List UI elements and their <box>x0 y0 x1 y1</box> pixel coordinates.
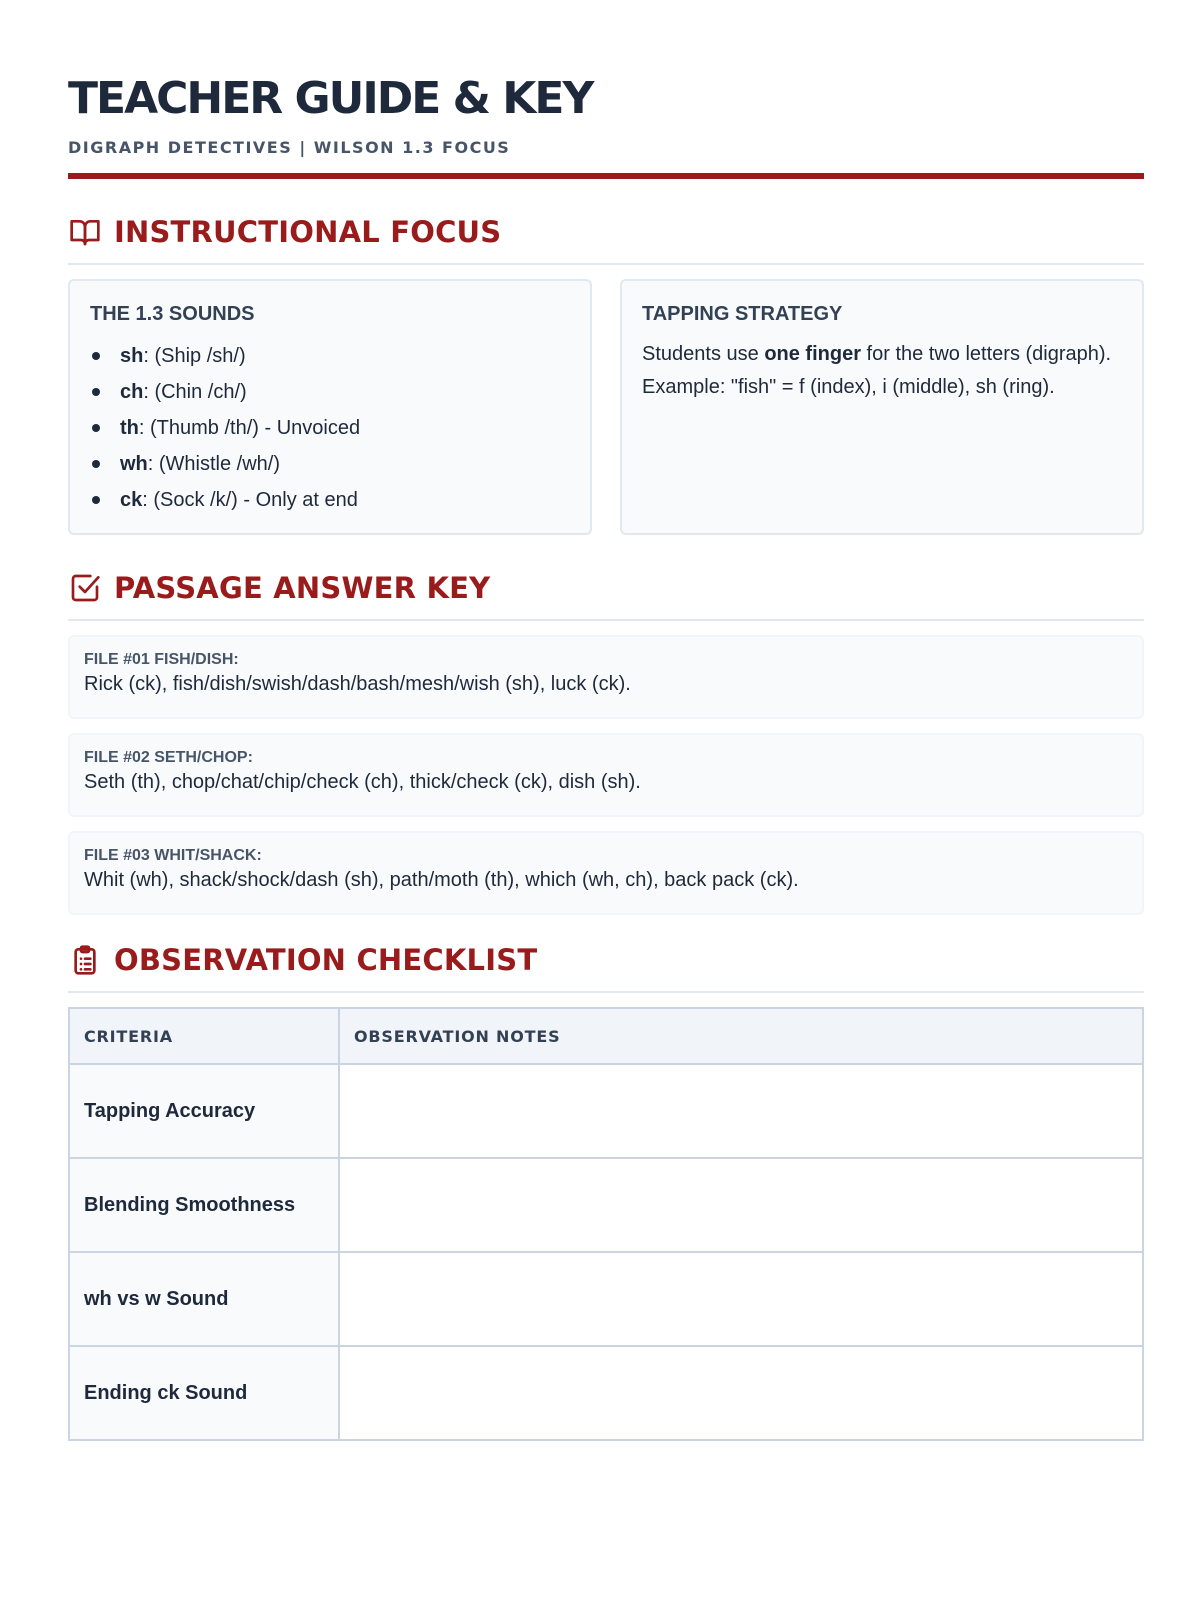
section-title-key: PASSAGE ANSWER KEY <box>114 571 491 605</box>
answer-key-text: Whit (wh), shack/shock/dash (sh), path/moth (th), which (wh, ch), back pack (ck). <box>84 869 799 891</box>
table-row <box>69 1252 1143 1346</box>
section-header-key <box>68 557 1144 621</box>
criteria-cell: Tapping Accuracy <box>69 1064 339 1158</box>
list-item <box>90 446 570 482</box>
answer-key-label: FILE #01 FISH/DISH: <box>84 651 239 668</box>
criteria-cell: Blending Smoothness <box>69 1158 339 1252</box>
answer-key-list <box>68 635 1144 915</box>
focus-grid <box>68 279 1144 535</box>
section-header-focus <box>68 201 1144 265</box>
digraph-term: ch <box>120 380 144 403</box>
bullet-icon <box>92 352 100 360</box>
tapping-strategy-text <box>642 338 1122 404</box>
page-subtitle: DIGRAPH DETECTIVES | WILSON 1.3 FOCUS <box>68 138 511 157</box>
answer-key-label: FILE #03 WHIT/SHACK: <box>84 847 262 864</box>
table-row <box>69 1346 1143 1440</box>
teacher-guide-page <box>68 70 1144 1441</box>
list-item <box>90 338 570 374</box>
book-icon <box>68 215 102 249</box>
table-row <box>69 1064 1143 1158</box>
answer-key-text: Seth (th), chop/chat/chip/check (ch), thick/check (ck), dish (sh). <box>84 771 641 793</box>
digraph-term: th <box>120 416 139 439</box>
answer-key-card <box>68 831 1144 915</box>
section-header-checklist <box>68 929 1144 993</box>
digraph-desc: : (Sock /k/) - Only at end <box>142 488 358 511</box>
title-divider <box>68 173 1144 179</box>
column-header-criteria: CRITERIA <box>69 1008 339 1064</box>
digraph-term: wh <box>120 452 148 475</box>
tapping-card <box>620 279 1144 535</box>
bullet-icon <box>92 460 100 468</box>
digraph-desc: : (Chin /ch/) <box>143 380 247 403</box>
page-title: TEACHER GUIDE & KEY <box>68 73 593 124</box>
checkbox-icon <box>68 571 102 605</box>
criteria-cell: wh vs w Sound <box>69 1252 339 1346</box>
notes-cell[interactable] <box>339 1158 1143 1252</box>
sounds-card <box>68 279 592 535</box>
answer-key-card <box>68 733 1144 817</box>
tapping-card-title: TAPPING STRATEGY <box>642 303 843 325</box>
digraph-desc: : (Thumb /th/) - Unvoiced <box>138 416 361 439</box>
clipboard-icon <box>68 943 102 977</box>
list-item <box>90 482 570 518</box>
observation-table <box>68 1007 1144 1441</box>
digraph-desc: : (Whistle /wh/) <box>147 452 281 475</box>
column-header-notes: OBSERVATION NOTES <box>339 1008 1143 1064</box>
answer-key-text: Rick (ck), fish/dish/swish/dash/bash/mesh/wish (sh), luck (ck). <box>84 673 631 695</box>
bullet-icon <box>92 496 100 504</box>
bullet-icon <box>92 424 100 432</box>
strategy-text-start: Students use <box>642 343 765 365</box>
strategy-emphasis: one finger <box>764 343 861 365</box>
strategy-text-end: for the two letters (digraph). Example: "fish" = f (index), i (middle), sh (ring). <box>642 343 1112 398</box>
notes-cell[interactable] <box>339 1252 1143 1346</box>
answer-key-card <box>68 635 1144 719</box>
sounds-card-title: THE 1.3 SOUNDS <box>90 303 255 325</box>
section-title-checklist: OBSERVATION CHECKLIST <box>114 943 538 977</box>
section-title-focus: INSTRUCTIONAL FOCUS <box>114 215 502 249</box>
notes-cell[interactable] <box>339 1064 1143 1158</box>
table-row <box>69 1158 1143 1252</box>
list-item <box>90 374 570 410</box>
bullet-icon <box>92 388 100 396</box>
table-header-row <box>69 1008 1143 1064</box>
answer-key-label: FILE #02 SETH/CHOP: <box>84 749 253 766</box>
criteria-cell: Ending ck Sound <box>69 1346 339 1440</box>
sounds-list <box>90 338 570 518</box>
digraph-term: ck <box>120 488 143 511</box>
digraph-desc: : (Ship /sh/) <box>143 344 246 367</box>
list-item <box>90 410 570 446</box>
digraph-term: sh <box>120 344 144 367</box>
notes-cell[interactable] <box>339 1346 1143 1440</box>
